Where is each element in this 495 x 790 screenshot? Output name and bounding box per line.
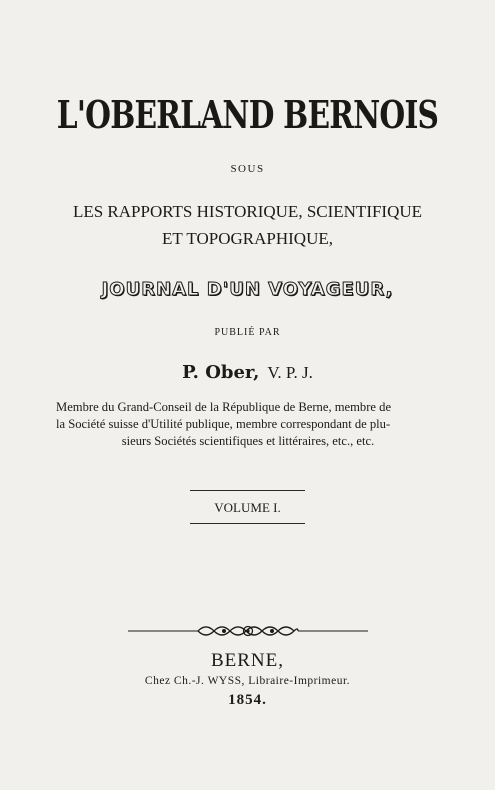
publie-par-label: PUBLIÉ PAR	[214, 327, 281, 338]
volume-rule-top	[190, 490, 305, 491]
author-name: P. Ober,	[182, 362, 260, 383]
author-suffix: V. P. J.	[267, 363, 313, 382]
description-line-2: la Société suisse d'Utilité publique, membre correspondant de plu-	[56, 417, 391, 431]
description-line-3: sieurs Sociétés scientifiques et littéraires, etc., etc.	[121, 434, 375, 448]
subtitle-line-2: ET TOPOGRAPHIQUE,	[162, 229, 333, 248]
description-line-1: Membre du Grand-Conseil de la République de Berne, membre de	[56, 400, 392, 414]
sous-label: SOUS	[230, 163, 265, 175]
volume-label: VOLUME I.	[214, 500, 281, 515]
publication-year: 1854.	[228, 692, 267, 708]
volume-rule-bottom	[190, 523, 305, 524]
subtitle-line-1: LES RAPPORTS HISTORIQUE, SCIENTIFIQUE	[72, 202, 423, 221]
city: BERNE,	[210, 650, 285, 671]
author-line	[0, 362, 495, 383]
author-description	[56, 399, 440, 450]
decorative-ornament	[128, 621, 368, 641]
main-title: L'OBERLAND BERNOIS	[56, 92, 439, 137]
journal-heading: JOURNAL D'UN VOYAGEUR,	[101, 279, 394, 300]
publisher-line: Chez Ch.-J. WYSS, Libraire-Imprimeur.	[144, 675, 351, 687]
